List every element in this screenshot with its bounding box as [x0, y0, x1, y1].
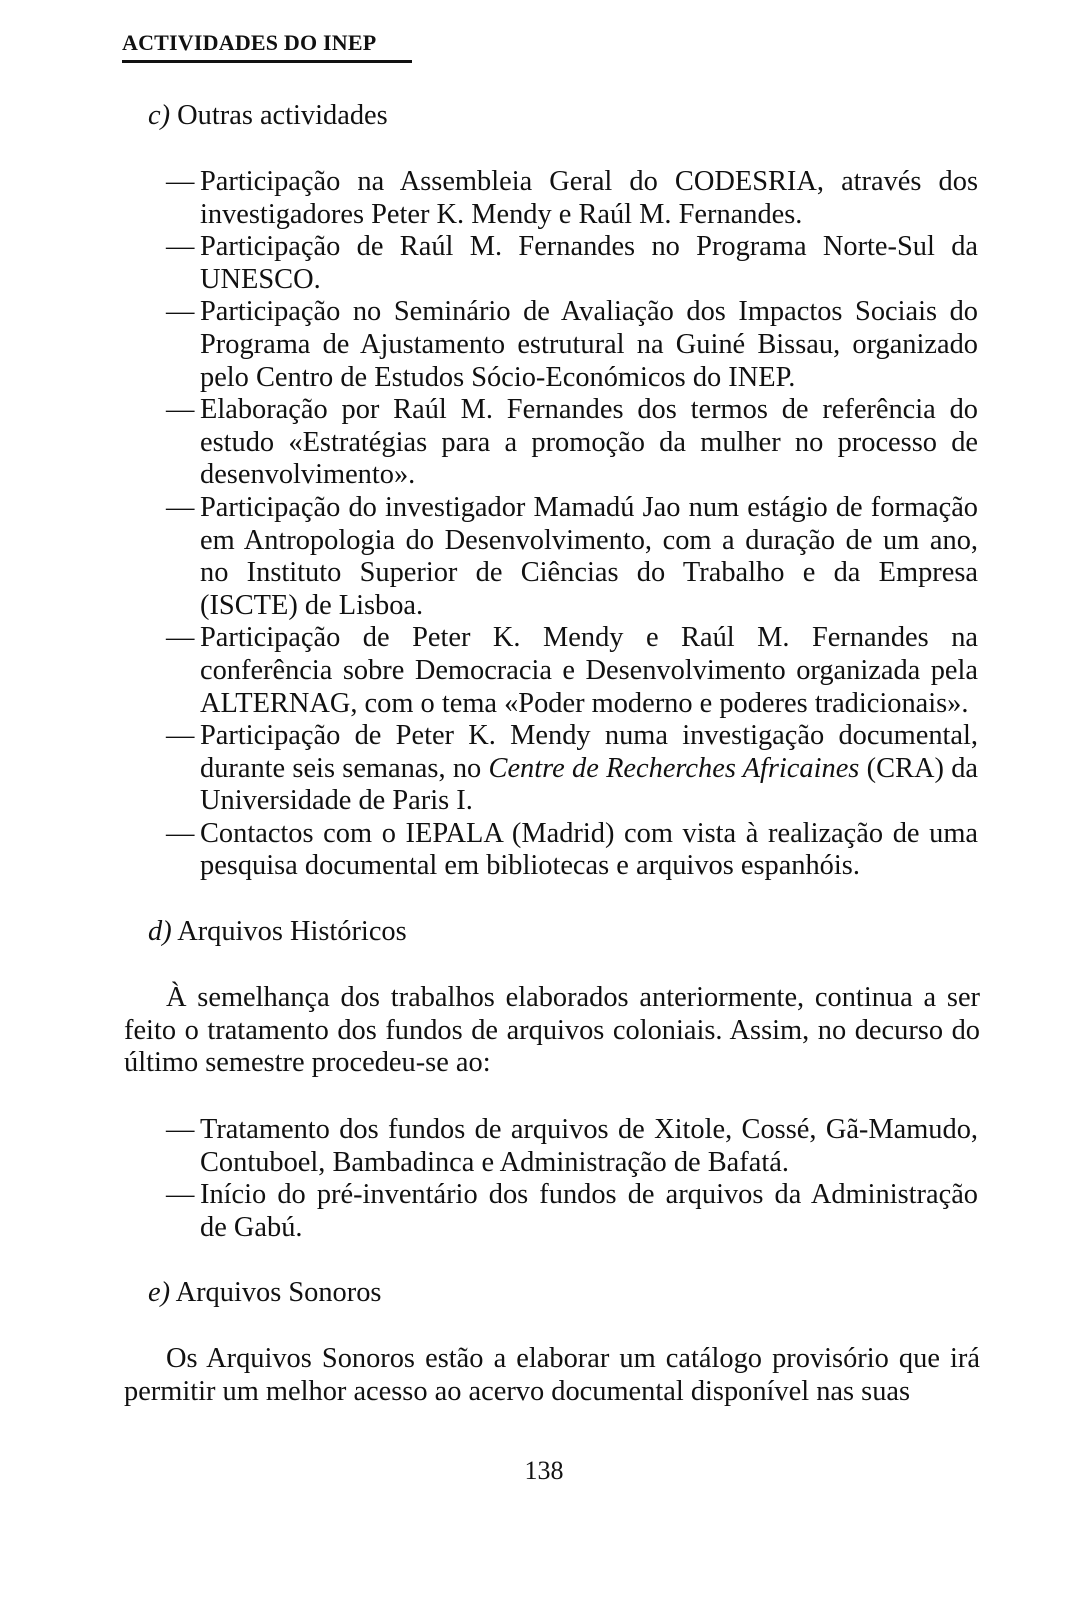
section-title: Arquivos Sonoros	[175, 1277, 382, 1308]
list-item: — Participação de Peter K. Mendy numa investigação documental, durante seis semanas, no Centre de Recherches Africaines (CRA) da Universidade de Paris I.	[166, 720, 978, 817]
section-letter: e)	[148, 1277, 171, 1308]
dash-bullet: —	[166, 817, 195, 849]
list-item: — Participação de Peter K. Mendy e Raúl M. Fernandes na conferência sobre Democracia e Desenvolvimento organizada pela ALTERNAG, com o tema «Poder moderno e poderes tradicionais».	[166, 622, 978, 719]
dash-bullet: —	[166, 491, 195, 523]
list-item: — Contactos com o IEPALA (Madrid) com vista à realização de uma pesquisa documental em bibliotecas e arquivos espanhóis.	[166, 817, 978, 882]
dash-bullet: —	[166, 720, 195, 752]
section-heading-d	[148, 916, 407, 948]
dash-bullet: —	[166, 1114, 195, 1145]
section-title: Arquivos Históricos	[177, 916, 407, 947]
other-activities-list	[130, 166, 978, 883]
dash-bullet: —	[166, 231, 195, 263]
dash-bullet: —	[166, 394, 195, 426]
italic-institution-name: Centre de Recherches Africaines	[488, 752, 860, 784]
historical-archives-list	[130, 1114, 978, 1244]
list-item: — Participação na Assembleia Geral do CODESRIA, através dos investigadores Peter K. Mendy e Raúl M. Fernandes.	[166, 166, 978, 230]
list-item: — Elaboração por Raúl M. Fernandes dos termos de referência do estudo «Estratégias para a promoção da mulher no processo de desenvolvimento».	[166, 394, 978, 491]
running-header: ACTIVIDADES DO INEP	[122, 30, 412, 63]
list-item: — Participação de Raúl M. Fernandes no Programa Norte-Sul da UNESCO.	[166, 231, 978, 295]
dash-bullet: —	[166, 1179, 195, 1211]
section-title: Outras actividades	[177, 100, 388, 131]
dash-bullet: —	[166, 296, 195, 328]
dash-bullet: —	[166, 166, 195, 197]
body-paragraph: À semelhança dos trabalhos elaborados anteriormente, continua a ser feito o tratamento dos fundos de arquivos coloniais. Assim, no decurso do último semestre procedeu-se ao:	[124, 982, 980, 1079]
body-paragraph: Os Arquivos Sonoros estão a elaborar um catálogo provisório que irá permitir um melhor acesso ao acervo documental disponível nas suas	[124, 1343, 980, 1407]
list-item: — Participação do investigador Mamadú Jao num estágio de formação em Antropologia do Desenvolvimento, com a duração de um ano, no Instituto Superior de Ciências do Trabalho e da Empresa (ISCTE) de Lisboa.	[166, 491, 978, 621]
section-heading-c	[148, 100, 388, 132]
list-item: — Tratamento dos fundos de arquivos de Xitole, Cossé, Gã-Mamudo, Contuboel, Bambadinca e Administração de Bafatá.	[166, 1114, 978, 1178]
dash-bullet: —	[166, 622, 195, 654]
list-item: — Participação no Seminário de Avaliação dos Impactos Sociais do Programa de Ajustamento estrutural na Guiné Bissau, organizado pelo Centro de Estudos Sócio-Económicos do INEP.	[166, 296, 978, 393]
section-letter: c)	[148, 100, 171, 131]
section-letter: d)	[148, 916, 172, 947]
page-number: 138	[524, 1456, 564, 1485]
section-heading-e	[148, 1277, 381, 1309]
list-item: — Início do pré-inventário dos fundos de arquivos da Administração de Gabú.	[166, 1179, 978, 1243]
